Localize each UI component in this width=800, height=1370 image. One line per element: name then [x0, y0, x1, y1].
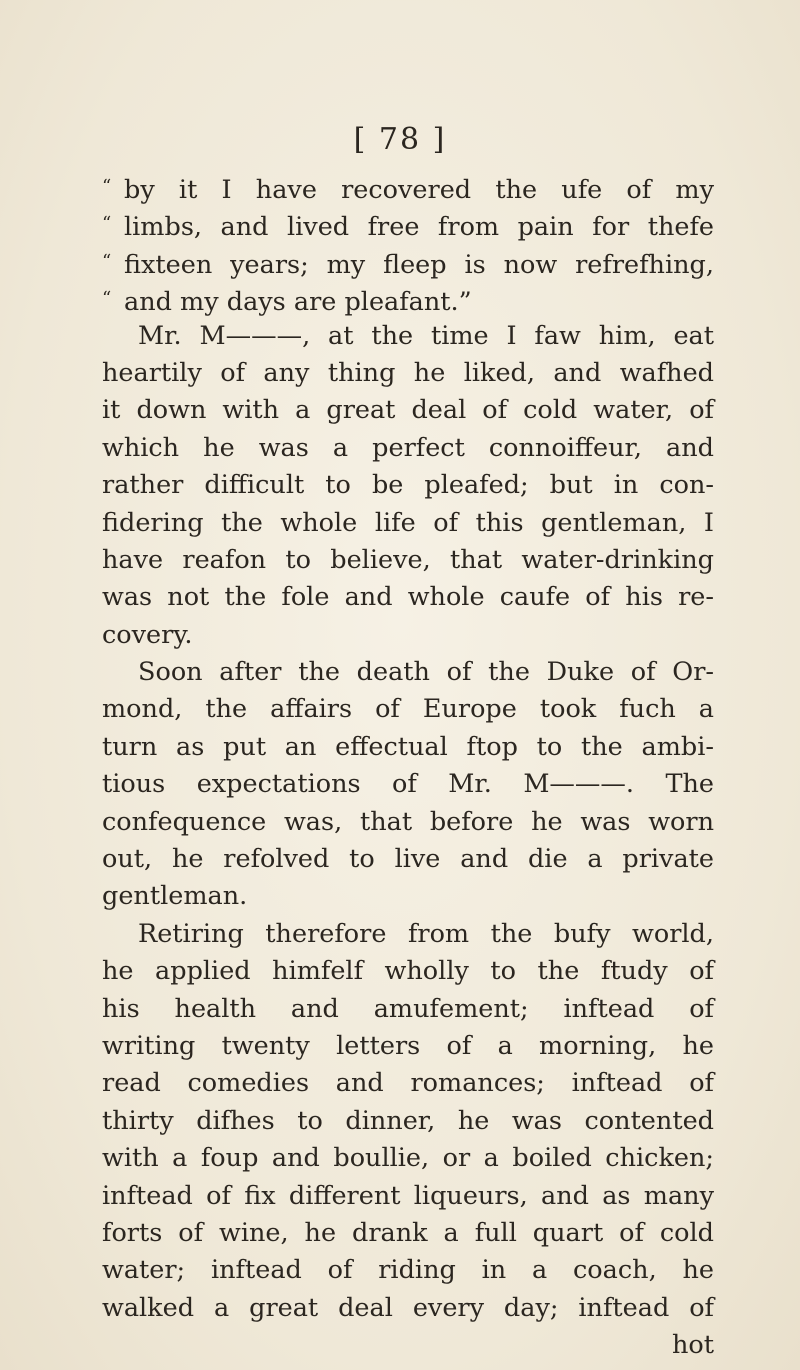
quote-mark: “ [102, 250, 112, 272]
text-line: confequence was, that before he was worn [102, 806, 714, 837]
text-line: water; inftead of riding in a coach, he [102, 1255, 714, 1286]
catchword: hot [671, 1330, 714, 1361]
text-line: “ and my days are pleafant.” [102, 280, 714, 317]
text-line: “ by it I have recovered the ufe of my [102, 168, 714, 205]
text-line: forts of wine, he drank a full quart of cold [102, 1217, 714, 1248]
text-line: tious expectations of Mr. M———. The [102, 769, 714, 800]
body-text [102, 168, 714, 1365]
text-line: Retiring therefore from the bufy world, [138, 918, 714, 949]
text-line: writing twenty letters of a morning, he [102, 1030, 714, 1061]
text-line: covery. [102, 619, 193, 650]
quote-mark: “ [102, 213, 112, 235]
text-line: fidering the whole life of this gentleman, I [102, 507, 714, 538]
text-line: have reafon to believe, that water-drinking [102, 544, 714, 575]
text-line: walked a great deal every day; inftead of [102, 1292, 714, 1323]
quote-mark: “ [102, 288, 112, 310]
text-line: thirty difhes to dinner, he was contented [102, 1105, 714, 1136]
text-line: rather difficult to be pleafed; but in con- [102, 470, 714, 501]
text-line: “ fixteen years; my fleep is now refrefhing, [102, 243, 714, 280]
text-line: Mr. M———, at the time I faw him, eat [138, 320, 714, 351]
text-line: mond, the affairs of Europe took fuch a [102, 694, 714, 725]
text-line: out, he refolved to live and die a private [102, 844, 714, 875]
text-line: his health and amufement; inftead of [102, 993, 714, 1024]
text-line: inftead of fix different liqueurs, and as many [102, 1180, 714, 1211]
text-line: was not the fole and whole caufe of his re- [102, 582, 714, 613]
text-line: Soon after the death of the Duke of Or- [138, 657, 714, 688]
text-line: with a foup and boullie, or a boiled chicken; [102, 1143, 714, 1174]
text-line: gentleman. [102, 881, 248, 912]
quote-mark: “ [102, 176, 112, 197]
text-line: it down with a great deal of cold water, of [102, 395, 714, 426]
text-line: which he was a perfect connoiffeur, and [102, 432, 714, 463]
text-line: read comedies and romances; inftead of [102, 1068, 714, 1099]
text-line: “ limbs, and lived free from pain for thefe [102, 205, 714, 242]
page-number-header: [ 78 ] [353, 122, 447, 157]
text-line: he applied himfelf wholly to the ftudy of [102, 956, 714, 987]
text-line: turn as put an effectual ftop to the ambi- [102, 731, 714, 762]
text-line: heartily of any thing he liked, and wafhed [102, 357, 714, 388]
